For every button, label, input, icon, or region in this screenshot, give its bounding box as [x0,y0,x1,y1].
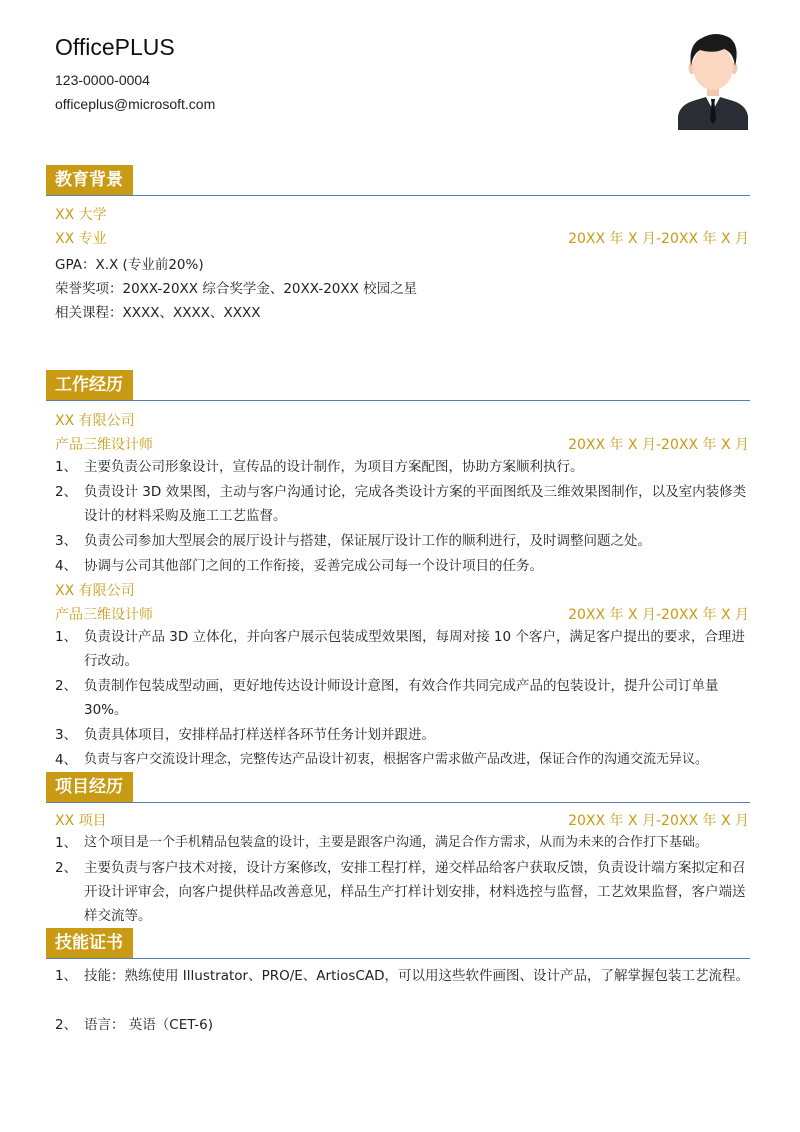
avatar-icon [676,30,750,130]
section-header-work: 工作经历 [46,370,133,400]
list-item-text: 负责公司参加大型展会的展厅设计与搭建，保证展厅设计工作的顺利进行，及时调整问题之处。 [84,533,651,549]
major-name: XX 专业 [55,231,107,247]
list-item-number: 2、 [55,678,78,694]
list-item-number: 3、 [55,533,78,549]
list-item-number: 2、 [55,1017,78,1033]
list-item-number: 3、 [55,727,78,743]
list-item [55,554,750,578]
list-item-number: 4、 [55,558,78,574]
company-name: XX 有限公司 [55,413,135,429]
list-item-number: 1、 [55,629,78,645]
section-divider [46,958,750,959]
project-name: XX 项目 [55,813,107,829]
courses-line: 相关课程：XXXX、XXXX、XXXX [55,305,261,321]
list-item [55,723,750,747]
list-item-text: 技能：熟练使用 Illustrator、PRO/E、ArtiosCAD，可以用这些软件画图、设计产品，了解掌握包装工艺流程。 [84,968,749,984]
list-item [55,625,750,673]
list-item-text: 负责设计 3D 效果图，主动与客户沟通讨论，完成各类设计方案的平面图纸及三维效果图制作，以及室内装修类设计的材料采购及施工工艺监督。 [84,484,747,524]
gpa-line: GPA：X.X (专业前20%) [55,257,204,273]
job-period: 20XX 年 X 月-20XX 年 X 月 [568,437,749,453]
list-item-number: 4、 [55,752,78,768]
section-header-education: 教育背景 [46,165,133,195]
job-period: 20XX 年 X 月-20XX 年 X 月 [568,607,749,623]
list-item [55,856,750,928]
list-item-text: 语言： 英语（CET-6) [84,1017,213,1033]
project-period: 20XX 年 X 月-20XX 年 X 月 [568,813,749,829]
phone-number: 123-0000-0004 [55,72,150,88]
list-item-text: 主要负责公司形象设计，宣传品的设计制作，为项目方案配图，协助方案顺利执行。 [84,459,584,475]
applicant-name: OfficePLUS [55,34,175,60]
section-divider [46,802,750,803]
list-item [55,831,750,855]
list-item [55,964,750,988]
email-address: officeplus@microsoft.com [55,96,216,112]
list-item-text: 负责设计产品 3D 立体化，并向客户展示包装成型效果图，每周对接 10 个客户，满足客户提出的要求，合理进行改动。 [84,629,745,669]
list-item-number: 1、 [55,459,78,475]
list-item [55,455,750,479]
awards-line: 荣誉奖项：20XX-20XX 综合奖学金、20XX-20XX 校园之星 [55,281,418,297]
education-period: 20XX 年 X 月-20XX 年 X 月 [568,231,749,247]
section-header-projects: 项目经历 [46,772,133,802]
school-name: XX 大学 [55,207,107,223]
list-item [55,1013,750,1037]
section-divider [46,195,750,196]
list-item-text: 负责具体项目，安排样品打样送样各环节任务计划并跟进。 [84,727,435,743]
list-item [55,529,750,553]
company-name: XX 有限公司 [55,583,135,599]
list-item-text: 负责制作包装成型动画，更好地传达设计师设计意图，有效合作共同完成产品的包装设计，提升公司订单量30%。 [84,678,719,718]
list-item [55,674,750,722]
list-item-text: 协调与公司其他部门之间的工作衔接，妥善完成公司每一个设计项目的任务。 [84,558,543,574]
list-item-text: 主要负责与客户技术对接，设计方案修改，安排工程打样，递交样品给客户获取反馈，负责设计端方案拟定和召开设计评审会，向客户提供样品改善意见，样品生产打样计划安排，材料选控与监督，工艺效果监督，客户端送样交流等。 [84,860,746,924]
section-divider [46,400,750,401]
list-item-number: 2、 [55,860,78,876]
list-item-number: 2、 [55,484,78,500]
list-item [55,480,750,528]
section-header-skills: 技能证书 [46,928,133,958]
job-role: 产品三维设计师 [55,607,153,623]
list-item-text: 这个项目是一个手机精品包装盒的设计，主要是跟客户沟通，满足合作方需求，从而为未来的合作打下基础。 [84,835,709,850]
list-item-text: 负责与客户交流设计理念，完整传达产品设计初衷，根据客户需求做产品改进，保证合作的沟通交流无异议。 [84,752,709,767]
list-item-number: 1、 [55,968,78,984]
list-item-number: 1、 [55,835,78,851]
list-item [55,748,750,772]
job-role: 产品三维设计师 [55,437,153,453]
